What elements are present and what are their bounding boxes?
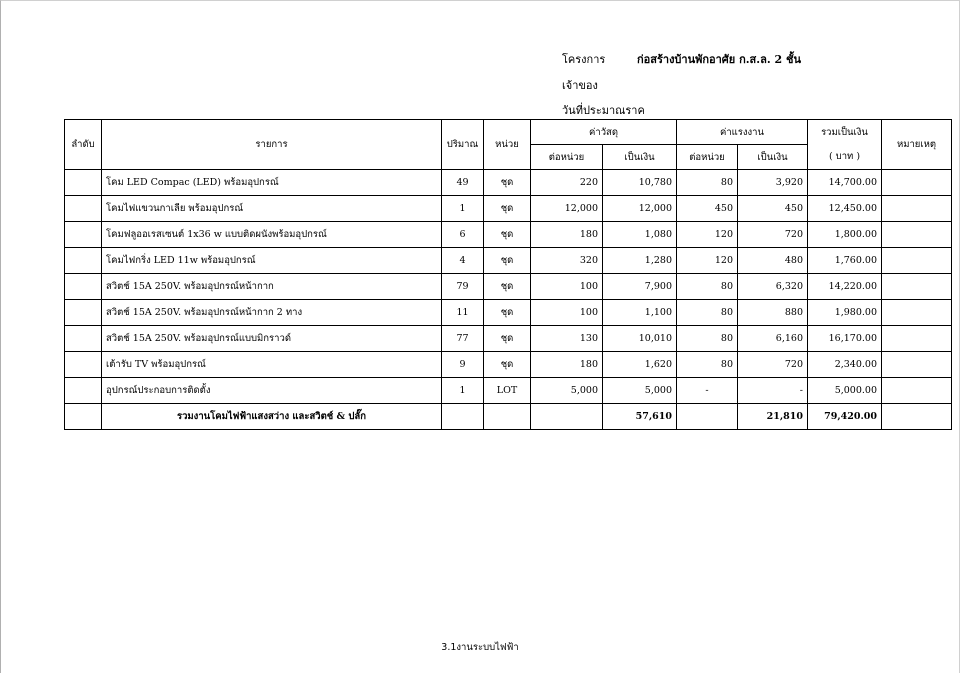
row-material-amount: 10,010 (603, 326, 677, 352)
row-qty: 9 (442, 352, 484, 378)
total-row (65, 404, 952, 430)
row-no (65, 300, 102, 326)
row-material-unit-price: 130 (531, 326, 603, 352)
header-labor: ค่าแรงงาน (677, 120, 808, 145)
boq-table (64, 119, 952, 430)
row-material-unit-price: 180 (531, 352, 603, 378)
row-labor-amount: 3,920 (738, 170, 808, 196)
row-material-unit-price: 100 (531, 300, 603, 326)
row-item: โคมฟลูออเรสเซนต์ 1x36 w แบบติดผนังพร้อมอุปกรณ์ (102, 222, 442, 248)
total-labor-amount: 21,810 (738, 404, 808, 430)
row-material-amount: 1,280 (603, 248, 677, 274)
header-no: ลำดับ (65, 120, 102, 170)
row-total: 5,000.00 (808, 378, 882, 404)
row-labor-unit-price: 80 (677, 300, 738, 326)
row-labor-amount: 720 (738, 352, 808, 378)
row-material-unit-price: 180 (531, 222, 603, 248)
header-qty: ปริมาณ (442, 120, 484, 170)
row-labor-unit-price: 80 (677, 352, 738, 378)
header-material-unit-price: ต่อหน่วย (531, 145, 603, 170)
row-labor-unit-price: 80 (677, 274, 738, 300)
row-qty: 4 (442, 248, 484, 274)
row-remark (882, 274, 952, 300)
total-no (65, 404, 102, 430)
header-total: รวมเป็นเงิน (808, 120, 882, 145)
header-item: รายการ (102, 120, 442, 170)
table-row (65, 352, 952, 378)
header-labor-amount: เป็นเงิน (738, 145, 808, 170)
row-material-amount: 1,080 (603, 222, 677, 248)
row-qty: 1 (442, 378, 484, 404)
row-unit: ชุด (484, 170, 531, 196)
row-labor-unit-price: 80 (677, 326, 738, 352)
row-material-unit-price: 12,000 (531, 196, 603, 222)
header-total-unit: ( บาท ) (808, 145, 882, 170)
row-material-amount: 7,900 (603, 274, 677, 300)
row-material-amount: 1,620 (603, 352, 677, 378)
row-item: สวิตช์ 15A 250V. พร้อมอุปกรณ์แบบมิกราวด์ (102, 326, 442, 352)
row-material-unit-price: 100 (531, 274, 603, 300)
row-material-amount: 5,000 (603, 378, 677, 404)
row-remark (882, 222, 952, 248)
total-qty (442, 404, 484, 430)
row-remark (882, 248, 952, 274)
header-remark: หมายเหตุ (882, 120, 952, 170)
table-header (65, 120, 952, 170)
row-no (65, 378, 102, 404)
header-unit: หน่วย (484, 120, 531, 170)
row-labor-unit-price: 120 (677, 248, 738, 274)
row-material-amount: 1,100 (603, 300, 677, 326)
table-row (65, 326, 952, 352)
row-item: โคมไฟกริ่ง LED 11w พร้อมอุปกรณ์ (102, 248, 442, 274)
table-row (65, 222, 952, 248)
row-unit: ชุด (484, 300, 531, 326)
row-unit: ชุด (484, 222, 531, 248)
row-item: อุปกรณ์ประกอบการติดตั้ง (102, 378, 442, 404)
row-total: 1,800.00 (808, 222, 882, 248)
row-total: 2,340.00 (808, 352, 882, 378)
row-qty: 11 (442, 300, 484, 326)
row-total: 16,170.00 (808, 326, 882, 352)
table-row (65, 300, 952, 326)
row-no (65, 326, 102, 352)
total-unit (484, 404, 531, 430)
row-labor-unit-price: - (677, 378, 738, 404)
project-label: โครงการ (562, 53, 606, 66)
row-item: สวิตช์ 15A 250V. พร้อมอุปกรณ์หน้ากาก (102, 274, 442, 300)
header-labor-unit-price: ต่อหน่วย (677, 145, 738, 170)
table-row (65, 248, 952, 274)
row-remark (882, 352, 952, 378)
row-labor-amount: 720 (738, 222, 808, 248)
row-no (65, 352, 102, 378)
row-no (65, 274, 102, 300)
row-total: 1,980.00 (808, 300, 882, 326)
row-qty: 1 (442, 196, 484, 222)
page-footer: 3.1งานระบบไฟฟ้า (441, 642, 519, 653)
total-remark (882, 404, 952, 430)
row-remark (882, 326, 952, 352)
row-labor-amount: 880 (738, 300, 808, 326)
row-unit: ชุด (484, 352, 531, 378)
row-labor-unit-price: 120 (677, 222, 738, 248)
row-unit: ชุด (484, 248, 531, 274)
row-unit: ชุด (484, 274, 531, 300)
row-remark (882, 170, 952, 196)
total-label: รวมงานโคมไฟฟ้าแสงสว่าง และสวิตช์ & ปลั๊ก (102, 404, 442, 430)
row-no (65, 170, 102, 196)
project-value: ก่อสร้างบ้านพักอาศัย ก.ส.ล. 2 ชั้น (637, 53, 801, 66)
row-item: เต้ารับ TV พร้อมอุปกรณ์ (102, 352, 442, 378)
table-row (65, 378, 952, 404)
row-labor-amount: 480 (738, 248, 808, 274)
row-total: 12,450.00 (808, 196, 882, 222)
row-total: 1,760.00 (808, 248, 882, 274)
header-material-amount: เป็นเงิน (603, 145, 677, 170)
row-material-unit-price: 5,000 (531, 378, 603, 404)
row-unit: LOT (484, 378, 531, 404)
total-labor-unit-price (677, 404, 738, 430)
total-grand: 79,420.00 (808, 404, 882, 430)
row-no (65, 222, 102, 248)
owner-label: เจ้าของ (562, 79, 598, 92)
table-row (65, 196, 952, 222)
total-material-unit-price (531, 404, 603, 430)
row-labor-unit-price: 80 (677, 170, 738, 196)
row-unit: ชุด (484, 196, 531, 222)
row-labor-amount: 450 (738, 196, 808, 222)
row-item: สวิตช์ 15A 250V. พร้อมอุปกรณ์หน้ากาก 2 ทาง (102, 300, 442, 326)
row-labor-amount: - (738, 378, 808, 404)
row-qty: 49 (442, 170, 484, 196)
row-total: 14,220.00 (808, 274, 882, 300)
row-labor-amount: 6,320 (738, 274, 808, 300)
row-qty: 77 (442, 326, 484, 352)
row-material-unit-price: 220 (531, 170, 603, 196)
table-body (65, 170, 952, 430)
total-material-amount: 57,610 (603, 404, 677, 430)
row-unit: ชุด (484, 326, 531, 352)
row-remark (882, 378, 952, 404)
row-labor-unit-price: 450 (677, 196, 738, 222)
row-material-amount: 12,000 (603, 196, 677, 222)
table-row (65, 170, 952, 196)
date-label: วันที่ประมาณราค (562, 104, 645, 117)
header-material: ค่าวัสดุ (531, 120, 677, 145)
row-item: โคม LED Compac (LED) พร้อมอุปกรณ์ (102, 170, 442, 196)
row-item: โคมไฟแขวนกาเลีย พร้อมอุปกรณ์ (102, 196, 442, 222)
row-no (65, 196, 102, 222)
row-material-amount: 10,780 (603, 170, 677, 196)
row-material-unit-price: 320 (531, 248, 603, 274)
row-total: 14,700.00 (808, 170, 882, 196)
row-remark (882, 300, 952, 326)
row-labor-amount: 6,160 (738, 326, 808, 352)
row-no (65, 248, 102, 274)
row-qty: 6 (442, 222, 484, 248)
row-remark (882, 196, 952, 222)
table-row (65, 274, 952, 300)
row-qty: 79 (442, 274, 484, 300)
